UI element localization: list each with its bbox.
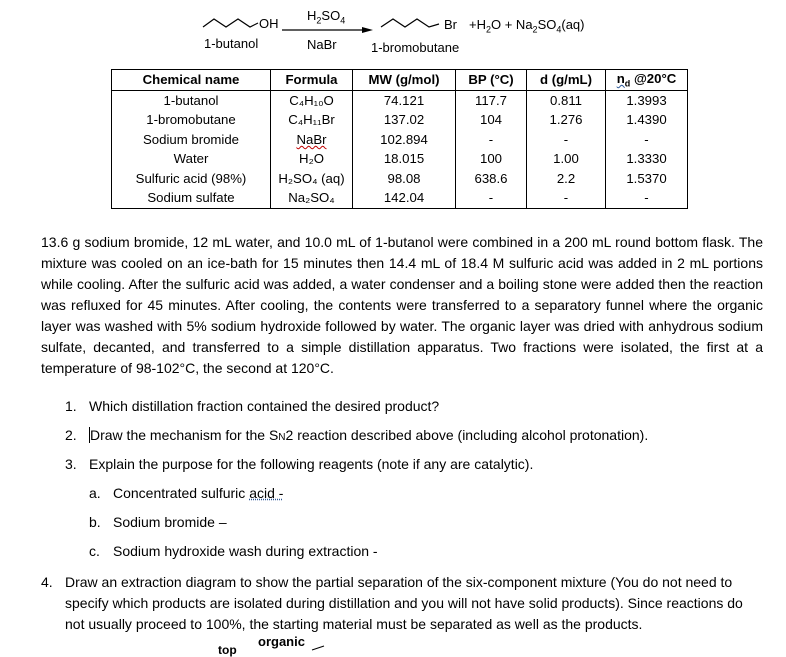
cell-bp: - [456,188,527,208]
byproducts [469,17,585,35]
cell-nd: - [606,188,688,208]
cell-mw: 18.015 [353,149,456,169]
cell-density: - [527,130,606,150]
subquestion-c-text: Sodium hydroxide wash during extraction - [113,543,378,559]
question-2-text-b: 2 reaction described above (including alcohol protonation). [285,427,649,443]
cell-formula: C₄H₁₀O [271,90,353,110]
question-1 [65,398,439,414]
cell-bp: 638.6 [456,169,527,189]
cell-formula: H₂O [271,149,353,169]
question-2-text-a: Draw the mechanism for the S [90,427,279,443]
cell-density: 1.00 [527,149,606,169]
cell-name: 1-bromobutane [112,110,271,130]
table-row [112,110,688,130]
cell-density: 2.2 [527,169,606,189]
subquestion-a-text: Concentrated sulfuric [113,485,250,501]
table-body [112,90,688,208]
cell-mw: 74.121 [353,90,456,110]
byproducts-end: (aq) [561,17,585,32]
product-name: 1-bromobutane [371,40,460,55]
question-1-number: 1. [65,398,77,414]
byproducts-prefix: +H [469,17,486,32]
header-nd-rest: @20°C [630,70,677,86]
question-4-number: 4. [41,574,53,590]
header-refractive-index [606,70,688,91]
question-3-text: Explain the purpose for the following reagents (note if any are catalytic). [89,456,534,472]
subquestion-c [89,543,378,559]
cell-density: 1.276 [527,110,606,130]
question-2-number: 2. [65,427,77,443]
question-3 [65,456,533,472]
cell-name: Sulfuric acid (98%) [112,169,271,189]
subquestion-a-underlined: acid - [249,485,284,501]
reagent-top-sub-4: 4 [340,15,346,26]
cell-formula: C₄H₁₁Br [271,110,353,130]
cell-density: 0.811 [527,90,606,110]
cell-bp: - [456,130,527,150]
question-3-number: 3. [65,456,77,472]
butanol-skeleton [203,19,258,27]
cell-formula: Na₂SO₄ [271,188,353,208]
byproducts-so: SO [537,17,557,32]
question-4-text: Draw an extraction diagram to show the partial separation of the six-component mixture (You do not need to specify which products are isolated during distillation and you will not have solid products). Since reactions do not usually proceed to 100%, the starting material must be separated as well as the products. [65,574,743,632]
cell-nd: 1.3330 [606,149,688,169]
cell-formula: H₂SO₄ (aq) [271,169,353,189]
subquestion-c-number: c. [89,543,100,559]
table-row [112,130,688,150]
cell-bp: 100 [456,149,527,169]
table-row [112,188,688,208]
reagent-bottom: NaBr [307,37,337,52]
cell-name: 1-butanol [112,90,271,110]
question-4 [41,572,763,635]
cell-formula: NaBr [271,130,353,150]
byproducts-mid: O + Na [491,17,533,32]
cell-mw: 102.894 [353,130,456,150]
bromobutane-skeleton [381,19,439,27]
subquestion-b [89,514,227,530]
reagent-top: $H_2SO_4$ [307,8,346,26]
subquestion-a [89,485,283,501]
procedure-paragraph: 13.6 g sodium bromide, 12 mL water, and 10.0 mL of 1-butanol were combined in a 200 mL round bottom flask. The mixture was cooled on an ice-bath for 15 minutes then 14.4 mL of 18.4 M sulfuric acid was added in 2 mL portions while cooling. After the sulfuric acid was added, a water condenser and a boiling stone were added then the reaction was refluxed for 45 minutes. After cooling, the contents were transferred to a separatory funnel where the organic layer was washed with 5% sodium hydroxide followed by water. The organic layer was dried with anhydrous sodium sulfate, decanted, and transferred to a simple distillation apparatus. Two fractions were isolated, the first at a temperature of 98-102°C, the second at 120°C. [41,234,763,376]
header-mw: MW (g/mol) [353,70,456,91]
diagram-organic-label: organic [258,634,305,649]
byproducts-sub-4: 4 [556,24,562,35]
cell-name: Sodium sulfate [112,188,271,208]
question-2-subscript: N [278,432,286,443]
header-bp: BP (°C) [456,70,527,91]
cell-bp: 117.7 [456,90,527,110]
reactant-name: 1-butanol [204,36,259,51]
byproducts-sub-2b: 2 [532,24,538,35]
header-formula: Formula [271,70,353,91]
product-group: Br [444,17,457,32]
diagram-top-label: top [218,643,237,657]
subquestion-b-text: Sodium bromide – [113,514,227,530]
diagram-arrow [310,640,330,651]
cell-bp: 104 [456,110,527,130]
header-nd-sub: d [624,78,631,89]
table-row [112,149,688,169]
header-nd-n: n [616,70,625,86]
properties-table [111,69,688,209]
cell-nd: - [606,130,688,150]
byproducts-sub-2a: 2 [485,24,491,35]
cell-name: Sodium bromide [112,130,271,150]
cell-mw: 98.08 [353,169,456,189]
subquestion-b-number: b. [89,514,101,530]
cell-mw: 137.02 [353,110,456,130]
question-2 [65,427,648,443]
subquestion-a-number: a. [89,485,101,501]
reagent-top-sub-2: 2 [316,15,322,26]
reaction-arrow-head [362,27,373,33]
table-header-row [112,70,688,91]
cell-nd: 1.4390 [606,110,688,130]
table-row [112,169,688,189]
header-density: d (g/mL) [527,70,606,91]
cell-nd: 1.3993 [606,90,688,110]
cell-mw: 142.04 [353,188,456,208]
table-row [112,90,688,110]
cell-name: Water [112,149,271,169]
reactant-group: OH [259,16,279,31]
question-1-text: Which distillation fraction contained the desired product? [89,398,440,414]
cell-nd: 1.5370 [606,169,688,189]
cell-density: - [527,188,606,208]
header-chemical-name: Chemical name [112,70,271,91]
reaction-scheme [0,0,786,62]
